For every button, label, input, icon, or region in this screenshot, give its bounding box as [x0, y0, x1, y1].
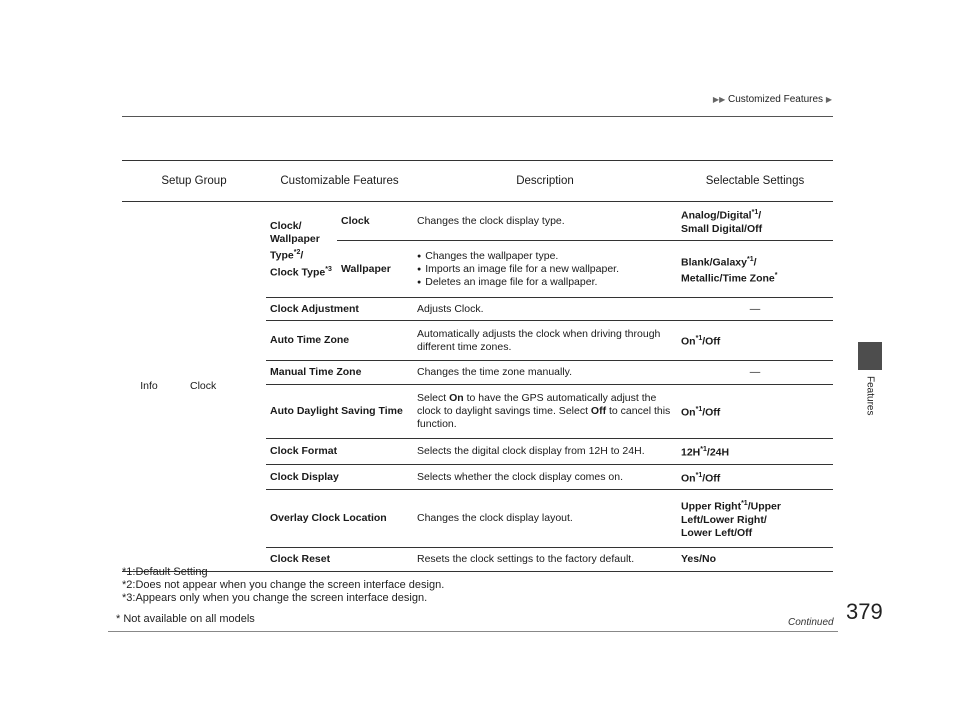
settings-clock-reset: Yes/No	[677, 548, 833, 572]
feature-clock-adjustment: Clock Adjustment	[266, 298, 413, 321]
customizable-features-table	[122, 160, 833, 572]
note-not-appear: *2:Does not appear when you change the screen interface design.	[122, 579, 445, 591]
header-selectable-settings: Selectable Settings	[677, 161, 833, 202]
settings-clock-display: On$^{*1}$/Off	[677, 465, 833, 490]
header-customizable-features: Customizable Features	[266, 161, 413, 202]
desc-clock-display: Selects whether the clock display comes on.	[413, 465, 677, 490]
feature-manual-time-zone: Manual Time Zone	[266, 361, 413, 385]
feature-overlay-clock-location: Overlay Clock Location	[266, 490, 413, 548]
settings-auto-daylight-saving-time: On$^{*1}$/Off	[677, 385, 833, 439]
feature-auto-time-zone: Auto Time Zone	[266, 321, 413, 361]
continued-label: Continued	[788, 617, 834, 628]
desc-auto-daylight-saving-time: Select On to have the GPS automatically adjust the clock to daylight savings time. Select Off to cancel this function.	[413, 385, 677, 439]
note-default-setting: *1:Default Setting	[122, 566, 208, 578]
note-appears-only: *3:Appears only when you change the screen interface design.	[122, 592, 428, 604]
desc-clock-adjustment: Adjusts Clock.	[413, 298, 677, 321]
feature-wallpaper: Wallpaper	[337, 241, 413, 298]
footer-rule	[108, 631, 838, 632]
desc-clock: Changes the clock display type.	[413, 202, 677, 241]
breadcrumb	[713, 94, 832, 105]
triangle-right-icon: ▶	[825, 95, 832, 104]
table-header-row	[122, 161, 833, 202]
settings-clock: Analog/Digital$^{*1}$/ Small Digital/Off	[677, 202, 833, 241]
settings-overlay-clock-location: Upper Right$^{*1}$/Upper Left/Lower Right/ Lower Left/Off	[677, 490, 833, 548]
footnote-availability: * Not available on all models	[116, 613, 255, 625]
table-row	[122, 202, 833, 241]
header-description: Description	[413, 161, 677, 202]
settings-manual-time-zone: —	[677, 361, 833, 385]
side-tab-marker	[858, 342, 882, 370]
group-info: Info	[122, 202, 186, 572]
settings-auto-time-zone: On$^{*1}$/Off	[677, 321, 833, 361]
triangle-right-icon: ▶▶	[712, 95, 726, 104]
page-number: 379	[846, 599, 883, 624]
desc-clock-format: Selects the digital clock display from 12H to 24H.	[413, 439, 677, 465]
settings-wallpaper: Blank/Galaxy$^{*1}$/ Metallic/Time Zone*	[677, 241, 833, 298]
group-clock: Clock	[186, 202, 266, 572]
desc-wallpaper: ● Changes the wallpaper type. ● Imports an image file for a new wallpaper. ● Deletes an image file for a wallpaper.	[413, 241, 677, 298]
desc-manual-time-zone: Changes the time zone manually.	[413, 361, 677, 385]
feature-clock-format: Clock Format	[266, 439, 413, 465]
feature-clock: Clock	[337, 202, 413, 241]
desc-overlay-clock-location: Changes the clock display layout.	[413, 490, 677, 548]
header-rule	[122, 116, 833, 117]
settings-clock-adjustment: —	[677, 298, 833, 321]
table-notes	[122, 566, 444, 605]
feature-clock-display: Clock Display	[266, 465, 413, 490]
desc-clock-reset: Resets the clock settings to the factory default.	[413, 548, 677, 572]
desc-auto-time-zone: Automatically adjusts the clock when driving through different time zones.	[413, 321, 677, 361]
settings-clock-format: $12H^{*1}/24H$	[677, 439, 833, 465]
feature-auto-daylight-saving-time: Auto Daylight Saving Time	[266, 385, 413, 439]
header-setup-group: Setup Group	[122, 161, 266, 202]
side-tab-label: Features	[864, 376, 876, 416]
breadcrumb-title[interactable]: Customized Features	[728, 94, 824, 105]
feature-clock-reset: Clock Reset	[266, 548, 413, 572]
subgroup-clock-wallpaper-type: Clock/ Wallpaper Type$^{*2}$/ Clock Type$^{*3}$	[266, 202, 337, 298]
